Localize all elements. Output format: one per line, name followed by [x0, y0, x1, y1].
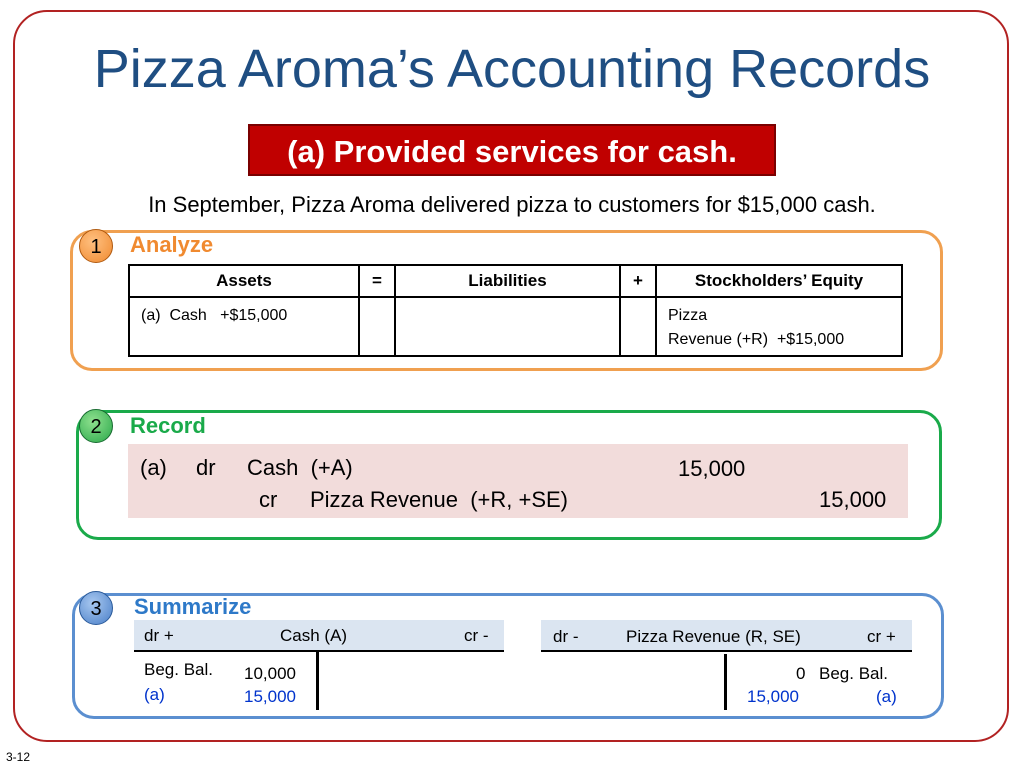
- revenue-beg-value: 0: [796, 664, 806, 683]
- assets-header: Assets: [128, 264, 360, 298]
- equals-header: =: [358, 264, 396, 298]
- plus-header: +: [619, 264, 657, 298]
- journal-ref: (a): [140, 455, 167, 480]
- revenue-left-sign: dr -: [553, 627, 579, 646]
- revenue-t-divider: [724, 654, 727, 710]
- journal-dr: dr: [196, 455, 216, 480]
- step-2-badge: 2: [79, 409, 113, 443]
- record-label: Record: [130, 413, 206, 438]
- cash-t-account-header: [134, 620, 504, 652]
- slide-title: Pizza Aroma’s Accounting Records: [93, 39, 931, 99]
- revenue-entry-value: 15,000: [747, 687, 799, 706]
- journal-cr-account: Pizza Revenue (+R, +SE): [310, 487, 569, 512]
- journal-cr-amount: 15,000: [819, 487, 887, 512]
- liabilities-cell: [394, 296, 621, 357]
- plus-cell: [619, 296, 657, 357]
- cash-beg-value: 10,000: [244, 664, 296, 683]
- step-3-badge: 3: [79, 591, 113, 625]
- revenue-entry-ref: (a): [876, 687, 897, 706]
- cash-entry-ref: (a): [144, 685, 165, 704]
- equals-cell: [358, 296, 396, 357]
- equity-entry-line2: Revenue (+R) +$15,000: [668, 331, 845, 348]
- revenue-beg-label: Beg. Bal.: [819, 664, 888, 683]
- revenue-account-title: Pizza Revenue (R, SE): [626, 627, 801, 646]
- journal-dr-account: Cash (+A): [247, 455, 353, 480]
- cash-right-sign: cr -: [464, 626, 489, 645]
- summarize-label: Summarize: [134, 594, 252, 619]
- transaction-banner: (a) Provided services for cash.: [248, 124, 776, 176]
- cash-account-title: Cash (A): [280, 626, 348, 645]
- journal-dr-amount: 15,000: [678, 456, 746, 481]
- equity-header: Stockholders’ Equity: [655, 264, 903, 298]
- cash-beg-label: Beg. Bal.: [144, 660, 213, 679]
- slide-number: 3-12: [6, 750, 31, 764]
- journal-entry: [128, 444, 908, 518]
- equity-entry-line1: Pizza: [668, 307, 708, 324]
- cash-left-sign: dr +: [144, 626, 174, 645]
- liabilities-header: Liabilities: [394, 264, 621, 298]
- step-1-badge: 1: [79, 229, 113, 263]
- cash-entry-value: 15,000: [244, 687, 296, 706]
- revenue-right-sign: cr +: [867, 627, 896, 646]
- assets-entry: (a) Cash +$15,000: [141, 307, 288, 324]
- revenue-t-account-header: [541, 620, 912, 652]
- equity-cell: [655, 296, 903, 357]
- journal-cr: cr: [259, 487, 278, 512]
- transaction-description: In September, Pizza Aroma delivered pizza to customers for $15,000 cash.: [148, 192, 876, 217]
- assets-cell: [128, 296, 360, 357]
- cash-t-divider: [316, 652, 319, 710]
- analyze-label: Analyze: [130, 232, 214, 257]
